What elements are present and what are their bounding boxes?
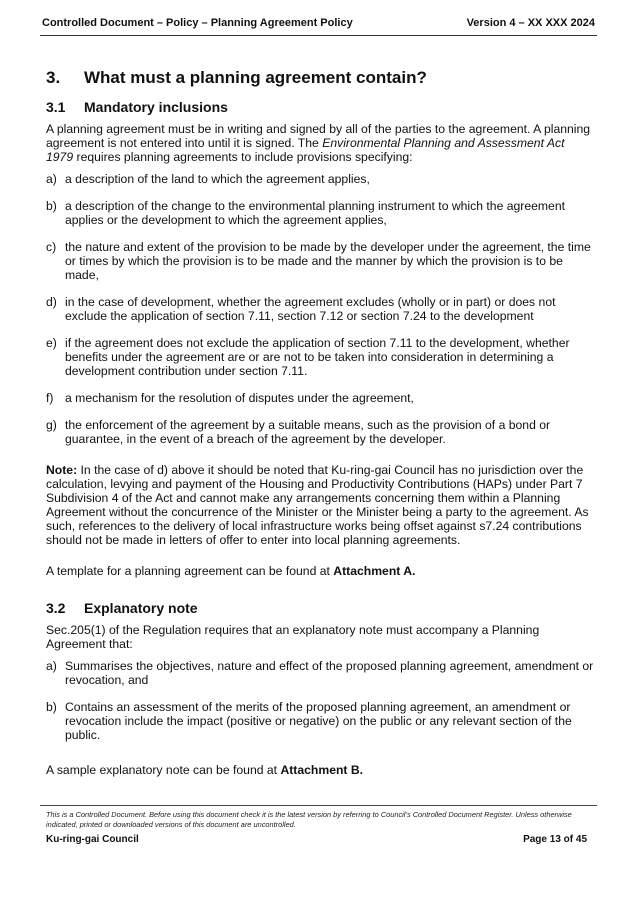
list-item-text: Summarises the objectives, nature and effect of the proposed planning agreement, amendment or revocation, and bbox=[65, 659, 594, 687]
template-paragraph bbox=[46, 564, 594, 578]
list-item-letter: g) bbox=[46, 418, 57, 432]
template-text: A template for a planning agreement can be found at bbox=[46, 564, 334, 578]
intro-text-end: requires planning agreements to include provisions specifying: bbox=[73, 150, 413, 164]
attachment-b-reference: Attachment B. bbox=[280, 763, 364, 777]
subsection-number: 3.1 bbox=[46, 99, 66, 115]
list-item-text: a description of the land to which the agreement applies, bbox=[65, 172, 370, 186]
list-item bbox=[46, 295, 594, 323]
footer-disclaimer: This is a Controlled Document. Before using this document check it is the latest version by referring to Council’s Controlled Document Register. Unless otherwise indicated, printed or downloaded versions of this document are uncontrolled. bbox=[46, 810, 572, 829]
list-item-text: a mechanism for the resolution of disputes under the agreement, bbox=[65, 391, 414, 405]
list-item-letter: e) bbox=[46, 336, 57, 350]
list-item-text: the enforcement of the agreement by a suitable means, such as the provision of a bond or guarantee, in the event of a breach of the agreement by the developer. bbox=[65, 418, 551, 446]
explanatory-intro-paragraph: Sec.205(1) of the Regulation requires that an explanatory note must accompany a Planning Agreement that: bbox=[46, 623, 540, 651]
list-item-text: Contains an assessment of the merits of the proposed planning agreement, an amendment or revocation include the impact (positive or negative) on the public or any relevant section of the public. bbox=[65, 700, 572, 742]
act-name: Environmental Planning and Assessment Act 1979 bbox=[46, 136, 565, 164]
note-paragraph bbox=[46, 463, 594, 547]
section-number: 3. bbox=[46, 68, 61, 87]
sample-text: A sample explanatory note can be found at bbox=[46, 763, 281, 777]
list-item-text: a description of the change to the environmental planning instrument to which the agreement applies or the development to which the agreement applies, bbox=[65, 199, 565, 227]
section-3-2-heading bbox=[46, 600, 594, 616]
header-document-title: Controlled Document – Policy – Planning Agreement Policy bbox=[42, 17, 353, 29]
list-item-letter: a) bbox=[46, 659, 57, 673]
attachment-a-reference: Attachment A. bbox=[333, 564, 416, 578]
mandatory-list bbox=[46, 172, 594, 446]
page-header bbox=[40, 14, 597, 36]
explanatory-list bbox=[46, 659, 594, 742]
list-item-letter: b) bbox=[46, 700, 57, 714]
list-item bbox=[46, 240, 594, 282]
list-item-letter: a) bbox=[46, 172, 57, 186]
subsection-title: Mandatory inclusions bbox=[84, 99, 228, 115]
list-item bbox=[46, 336, 594, 378]
note-text: In the case of d) above it should be noted that Ku-ring-gai Council has no jurisdiction over the calculation, levying and payment of the Housing and Productivity Contributions (HAPs) under Part 7 Subdivision 4 of the Act and cannot make any arrangements concerning them within a Planning Agreement without the concurrence of the Minister or the Minister being a party to the agreement. As such, references to the delivery of local infrastructure works being offset against s7.24 contributions should not be made in letters of offer to enter into local planning agreements. bbox=[46, 463, 589, 547]
intro-text: A planning agreement must be in writing and signed by all of the parties to the agreement. A planning agreement is not entered into until it is signed. The bbox=[46, 122, 591, 150]
list-item-letter: c) bbox=[46, 240, 57, 254]
mandatory-intro-paragraph bbox=[46, 122, 594, 164]
footer-council-name: Ku-ring-gai Council bbox=[46, 834, 139, 845]
list-item-text: if the agreement does not exclude the application of section 7.11 to the development, whether benefits under the agreement are or are not to be taken into consideration in determining a development contribution under section 7.11. bbox=[65, 336, 570, 378]
section-title: What must a planning agreement contain? bbox=[84, 68, 427, 87]
page-content bbox=[46, 68, 594, 777]
list-item-letter: d) bbox=[46, 295, 57, 309]
section-3-1-heading bbox=[46, 99, 594, 115]
footer-divider bbox=[40, 805, 597, 806]
note-label: Note: bbox=[46, 463, 78, 477]
list-item bbox=[46, 659, 594, 687]
list-item bbox=[46, 700, 594, 742]
sample-paragraph bbox=[46, 763, 594, 777]
list-item bbox=[46, 172, 594, 186]
subsection-number: 3.2 bbox=[46, 600, 66, 616]
list-item-text: in the case of development, whether the agreement excludes (wholly or in part) or does not exclude the application of section 7.11, section 7.12 or section 7.24 to the development bbox=[65, 295, 556, 323]
subsection-title: Explanatory note bbox=[84, 600, 198, 616]
list-item-text: the nature and extent of the provision to be made by the developer under the agreement, the time or times by which the provision is to be made and the manner by which the provision is to be made, bbox=[65, 240, 591, 282]
footer-page-number: Page 13 of 45 bbox=[523, 834, 587, 845]
header-version: Version 4 – XX XXX 2024 bbox=[466, 17, 595, 29]
list-item bbox=[46, 391, 594, 405]
section-3-heading bbox=[46, 68, 594, 88]
list-item bbox=[46, 199, 594, 227]
list-item bbox=[46, 418, 594, 446]
list-item-letter: b) bbox=[46, 199, 57, 213]
list-item-letter: f) bbox=[46, 391, 54, 405]
